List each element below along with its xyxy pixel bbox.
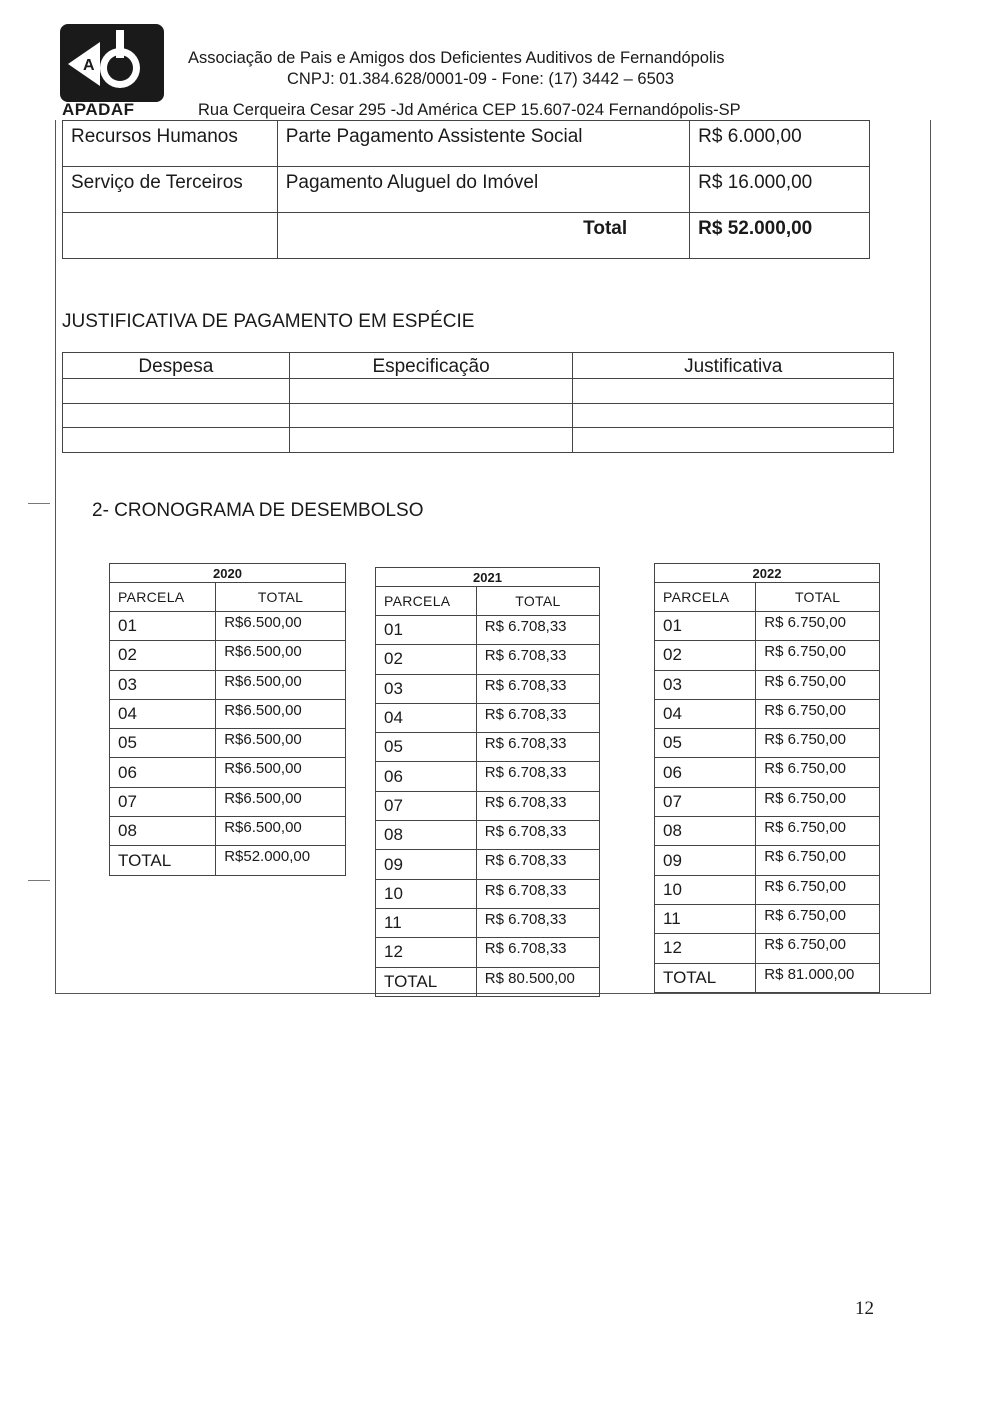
logo-letter: A <box>83 57 95 74</box>
table-row <box>63 121 870 167</box>
table-row <box>655 875 880 904</box>
installment-number: 01 <box>376 616 477 645</box>
installment-number: 02 <box>376 645 477 674</box>
installment-value: R$ 6.750,00 <box>756 612 880 641</box>
column-header: Justificativa <box>573 353 894 379</box>
table-row <box>655 612 880 641</box>
installment-number: 07 <box>376 791 477 820</box>
table-row <box>655 729 880 758</box>
table-row <box>655 817 880 846</box>
org-name: Associação de Pais e Amigos dos Deficientes Auditivos de Fernandópolis <box>188 49 725 67</box>
installment-value: R$ 6.708,33 <box>476 821 599 850</box>
table-row <box>110 729 346 758</box>
installment-value: R$6.500,00 <box>216 758 346 787</box>
table-row <box>376 645 600 674</box>
installment-value: R$ 6.708,33 <box>476 791 599 820</box>
table-row <box>376 879 600 908</box>
installment-value: R$6.500,00 <box>216 699 346 728</box>
installment-number: 04 <box>110 699 216 728</box>
column-header: PARCELA <box>655 583 756 612</box>
installment-value: R$ 6.750,00 <box>756 846 880 875</box>
total-row <box>110 846 346 875</box>
table-row <box>63 403 894 428</box>
year-header: 2021 <box>376 568 600 587</box>
total-value: R$ 80.500,00 <box>476 967 599 996</box>
installment-number: 07 <box>655 787 756 816</box>
installment-value: R$ 6.750,00 <box>756 817 880 846</box>
table-row <box>655 699 880 728</box>
column-header: PARCELA <box>376 587 477 616</box>
justification-table <box>62 352 894 453</box>
budget-table <box>62 120 870 259</box>
apadaf-logo <box>60 24 164 102</box>
column-header: TOTAL <box>216 583 346 612</box>
installment-number: 01 <box>110 612 216 641</box>
table-row <box>110 699 346 728</box>
table-row <box>63 428 894 453</box>
installment-number: 09 <box>376 850 477 879</box>
installment-value: R$ 6.750,00 <box>756 787 880 816</box>
year-header: 2022 <box>655 564 880 583</box>
installment-number: 03 <box>110 670 216 699</box>
total-label: TOTAL <box>376 967 477 996</box>
page-number: 12 <box>855 1298 874 1319</box>
installment-value: R$ 6.708,33 <box>476 938 599 967</box>
installment-number: 05 <box>655 729 756 758</box>
installment-number: 02 <box>655 641 756 670</box>
installment-value: R$ 6.708,33 <box>476 762 599 791</box>
table-header-row <box>655 583 880 612</box>
installment-number: 01 <box>655 612 756 641</box>
installment-value: R$ 6.750,00 <box>756 729 880 758</box>
total-row <box>655 963 880 992</box>
table-row <box>376 908 600 937</box>
column-header: TOTAL <box>476 587 599 616</box>
installment-value: R$6.500,00 <box>216 641 346 670</box>
table-header-row <box>63 353 894 379</box>
year-row <box>376 568 600 587</box>
year-row <box>655 564 880 583</box>
justification-title: JUSTIFICATIVA DE PAGAMENTO EM ESPÉCIE <box>62 311 475 332</box>
installment-value: R$ 6.708,33 <box>476 674 599 703</box>
total-value: R$52.000,00 <box>216 846 346 875</box>
margin-mark <box>28 880 50 881</box>
installment-value: R$ 6.750,00 <box>756 904 880 933</box>
empty-cell <box>63 213 278 259</box>
schedule-title: 2- CRONOGRAMA DE DESEMBOLSO <box>92 500 424 521</box>
installment-value: R$ 6.750,00 <box>756 758 880 787</box>
installment-number: 12 <box>655 934 756 963</box>
table-header-row <box>376 587 600 616</box>
budget-category: Recursos Humanos <box>63 121 278 167</box>
table-row <box>110 787 346 816</box>
table-row <box>110 758 346 787</box>
installment-value: R$ 6.708,33 <box>476 908 599 937</box>
table-row <box>655 787 880 816</box>
installment-value: R$6.500,00 <box>216 787 346 816</box>
budget-description: Pagamento Aluguel do Imóvel <box>277 167 689 213</box>
total-value: R$ 81.000,00 <box>756 963 880 992</box>
installment-number: 10 <box>376 879 477 908</box>
contact-line: CNPJ: 01.384.628/0001-09 - Fone: (17) 3442 – 6503 <box>287 70 675 88</box>
column-header: Especificação <box>289 353 573 379</box>
table-row <box>376 821 600 850</box>
installment-value: R$ 6.708,33 <box>476 645 599 674</box>
table-row <box>63 167 870 213</box>
budget-total-value: R$ 52.000,00 <box>690 213 870 259</box>
table-row <box>376 703 600 732</box>
installment-value: R$6.500,00 <box>216 729 346 758</box>
installment-number: 12 <box>376 938 477 967</box>
table-row <box>110 641 346 670</box>
installment-value: R$ 6.750,00 <box>756 934 880 963</box>
column-header: Despesa <box>63 353 290 379</box>
column-header: TOTAL <box>756 583 880 612</box>
installment-value: R$6.500,00 <box>216 670 346 699</box>
schedule-table-2020 <box>109 563 346 876</box>
table-row <box>376 733 600 762</box>
table-row <box>63 379 894 404</box>
logo-text: APADAF <box>62 100 135 119</box>
installment-value: R$6.500,00 <box>216 612 346 641</box>
table-row <box>655 641 880 670</box>
installment-number: 11 <box>655 904 756 933</box>
table-row <box>655 904 880 933</box>
table-row <box>655 934 880 963</box>
table-row <box>376 850 600 879</box>
installment-number: 03 <box>655 670 756 699</box>
year-header: 2020 <box>110 564 346 583</box>
installment-number: 02 <box>110 641 216 670</box>
installment-value: R$ 6.750,00 <box>756 875 880 904</box>
installment-value: R$ 6.708,33 <box>476 850 599 879</box>
ear-logo-icon <box>60 24 164 102</box>
table-row <box>376 616 600 645</box>
installment-number: 08 <box>655 817 756 846</box>
installment-number: 09 <box>655 846 756 875</box>
installment-number: 08 <box>110 817 216 846</box>
table-header-row <box>110 583 346 612</box>
installment-number: 05 <box>110 729 216 758</box>
installment-value: R$ 6.708,33 <box>476 616 599 645</box>
table-row <box>655 846 880 875</box>
installment-value: R$ 6.708,33 <box>476 733 599 762</box>
table-row <box>376 674 600 703</box>
installment-number: 04 <box>376 703 477 732</box>
installment-value: R$ 6.750,00 <box>756 699 880 728</box>
installment-number: 03 <box>376 674 477 703</box>
installment-number: 06 <box>655 758 756 787</box>
table-row <box>655 670 880 699</box>
budget-total-label: Total <box>277 213 689 259</box>
table-row <box>63 213 870 259</box>
installment-value: R$ 6.708,33 <box>476 879 599 908</box>
installment-number: 08 <box>376 821 477 850</box>
margin-mark <box>28 503 50 504</box>
total-label: TOTAL <box>110 846 216 875</box>
total-label: TOTAL <box>655 963 756 992</box>
table-row <box>376 762 600 791</box>
budget-category: Serviço de Terceiros <box>63 167 278 213</box>
budget-value: R$ 16.000,00 <box>690 167 870 213</box>
table-row <box>110 817 346 846</box>
year-row <box>110 564 346 583</box>
table-row <box>376 938 600 967</box>
schedule-table-2021 <box>375 567 600 997</box>
installment-number: 06 <box>376 762 477 791</box>
table-row <box>655 758 880 787</box>
installment-number: 06 <box>110 758 216 787</box>
installment-number: 07 <box>110 787 216 816</box>
installment-value: R$ 6.750,00 <box>756 670 880 699</box>
column-header: PARCELA <box>110 583 216 612</box>
table-row <box>110 612 346 641</box>
table-row <box>376 791 600 820</box>
installment-value: R$ 6.750,00 <box>756 641 880 670</box>
budget-value: R$ 6.000,00 <box>690 121 870 167</box>
schedule-table-2022 <box>654 563 880 993</box>
total-row <box>376 967 600 996</box>
table-row <box>110 670 346 699</box>
budget-description: Parte Pagamento Assistente Social <box>277 121 689 167</box>
installment-number: 04 <box>655 699 756 728</box>
installment-number: 10 <box>655 875 756 904</box>
installment-value: R$ 6.708,33 <box>476 703 599 732</box>
address-line: Rua Cerqueira Cesar 295 -Jd América CEP 15.607-024 Fernandópolis-SP <box>198 101 741 119</box>
installment-number: 11 <box>376 908 477 937</box>
installment-number: 05 <box>376 733 477 762</box>
installment-value: R$6.500,00 <box>216 817 346 846</box>
